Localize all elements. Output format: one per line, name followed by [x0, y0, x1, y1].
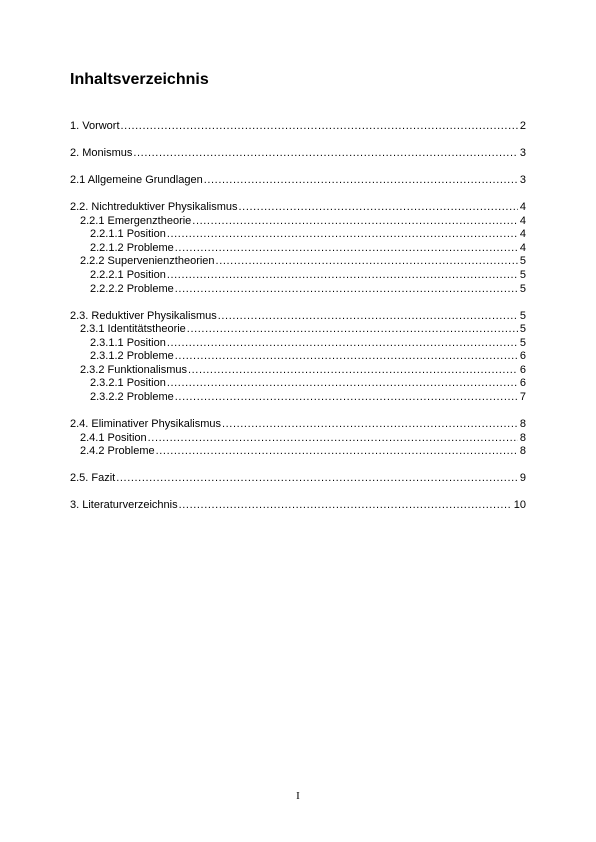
toc-leader-dots — [188, 364, 518, 378]
toc-entry-page: 5 — [519, 268, 526, 281]
toc-entry-page: 10 — [513, 499, 526, 512]
toc-entry[interactable] — [70, 364, 526, 378]
toc-entry-label: 2.2.1.2 Probleme — [90, 241, 174, 254]
toc-entry-label: 2.3. Reduktiver Physikalismus — [70, 309, 217, 322]
toc-leader-dots — [239, 201, 518, 215]
toc-entry-page: 5 — [519, 309, 526, 322]
toc-entry[interactable] — [70, 147, 526, 161]
toc-entry[interactable] — [70, 174, 526, 188]
toc-entry[interactable] — [70, 269, 526, 283]
toc-entry-label: 2.2.2.1 Position — [90, 268, 166, 281]
toc-entry-label: 2.4. Eliminativer Physikalismus — [70, 418, 221, 431]
toc-leader-dots — [175, 391, 518, 405]
toc-entry[interactable] — [70, 337, 526, 351]
toc-entry[interactable] — [70, 228, 526, 242]
toc-entry-page: 6 — [519, 350, 526, 363]
toc-entry[interactable] — [70, 120, 526, 134]
toc-entry-page: 9 — [519, 472, 526, 485]
toc-entry[interactable] — [70, 418, 526, 432]
toc-entry-page: 4 — [519, 200, 526, 213]
toc-entry-page: 5 — [519, 336, 526, 349]
toc-entry[interactable] — [70, 432, 526, 446]
toc-leader-dots — [167, 377, 518, 391]
toc-entry-page: 2 — [519, 120, 526, 132]
toc-entry-label: 2.2.1 Emergenztheorie — [80, 214, 192, 227]
toc-entry-label: 2.4.2 Probleme — [80, 445, 155, 458]
toc-leader-dots — [218, 310, 518, 324]
toc-entry[interactable] — [70, 499, 526, 513]
toc-entry-page: 6 — [519, 363, 526, 376]
toc-entry[interactable] — [70, 350, 526, 364]
toc-entry-label: 2.5. Fazit — [70, 472, 116, 485]
table-of-contents — [70, 120, 526, 513]
toc-leader-dots — [167, 228, 518, 242]
toc-entry-label: 2.2. Nichtreduktiver Physikalismus — [70, 200, 238, 213]
toc-entry-label: 2. Monismus — [70, 146, 133, 159]
toc-entry-page: 7 — [519, 391, 526, 404]
toc-entry[interactable] — [70, 377, 526, 391]
toc-leader-dots — [133, 147, 518, 161]
toc-entry[interactable] — [70, 391, 526, 405]
toc-entry-label: 2.2.2.2 Probleme — [90, 282, 174, 295]
toc-entry[interactable] — [70, 201, 526, 215]
toc-entry-label: 2.4.1 Position — [80, 431, 147, 444]
toc-entry-label: 2.3.2 Funktionalismus — [80, 363, 187, 376]
toc-leader-dots — [222, 418, 518, 432]
toc-entry[interactable] — [70, 445, 526, 459]
toc-entry-page: 8 — [519, 431, 526, 444]
toc-entry-page: 3 — [519, 173, 526, 186]
toc-leader-dots — [167, 337, 518, 351]
toc-leader-dots — [187, 323, 518, 337]
toc-leader-dots — [175, 242, 518, 256]
page-number: I — [296, 790, 300, 802]
toc-entry-label: 1. Vorwort — [70, 120, 120, 132]
toc-leader-dots — [175, 283, 518, 297]
toc-leader-dots — [116, 472, 518, 486]
toc-entry-page: 5 — [519, 323, 526, 336]
page-title: Inhaltsverzeichnis — [70, 71, 209, 88]
toc-leader-dots — [167, 269, 518, 283]
toc-entry-page: 4 — [519, 214, 526, 227]
toc-entry-page: 6 — [519, 377, 526, 390]
toc-entry-page: 8 — [519, 445, 526, 458]
toc-leader-dots — [148, 432, 518, 446]
toc-entry-page: 5 — [519, 282, 526, 295]
toc-entry-label: 3. Literaturverzeichnis — [70, 499, 178, 512]
toc-entry-label: 2.3.2.2 Probleme — [90, 391, 174, 404]
toc-entry-label: 2.3.2.1 Position — [90, 377, 166, 390]
toc-entry[interactable] — [70, 242, 526, 256]
toc-entry-label: 2.3.1.2 Probleme — [90, 350, 174, 363]
toc-entry-label: 2.3.1 Identitätstheorie — [80, 323, 186, 336]
toc-entry-page: 4 — [519, 228, 526, 241]
toc-leader-dots — [204, 174, 518, 188]
toc-entry-label: 2.2.2 Supervenienztheorien — [80, 255, 215, 268]
toc-entry[interactable] — [70, 255, 526, 269]
toc-entry[interactable] — [70, 310, 526, 324]
toc-entry[interactable] — [70, 215, 526, 229]
toc-entry-label: 2.2.1.1 Position — [90, 228, 166, 241]
toc-entry[interactable] — [70, 283, 526, 297]
toc-leader-dots — [216, 255, 518, 269]
toc-entry-page: 8 — [519, 418, 526, 431]
toc-entry-page: 4 — [519, 241, 526, 254]
toc-leader-dots — [192, 215, 518, 229]
toc-leader-dots — [179, 499, 512, 513]
toc-entry-page: 5 — [519, 255, 526, 268]
toc-entry[interactable] — [70, 472, 526, 486]
toc-leader-dots — [175, 350, 518, 364]
toc-entry-page: 3 — [519, 146, 526, 159]
toc-entry[interactable] — [70, 323, 526, 337]
toc-leader-dots — [121, 120, 518, 134]
toc-entry-label: 2.3.1.1 Position — [90, 336, 166, 349]
toc-entry-label: 2.1 Allgemeine Grundlagen — [70, 173, 203, 186]
toc-leader-dots — [156, 445, 518, 459]
